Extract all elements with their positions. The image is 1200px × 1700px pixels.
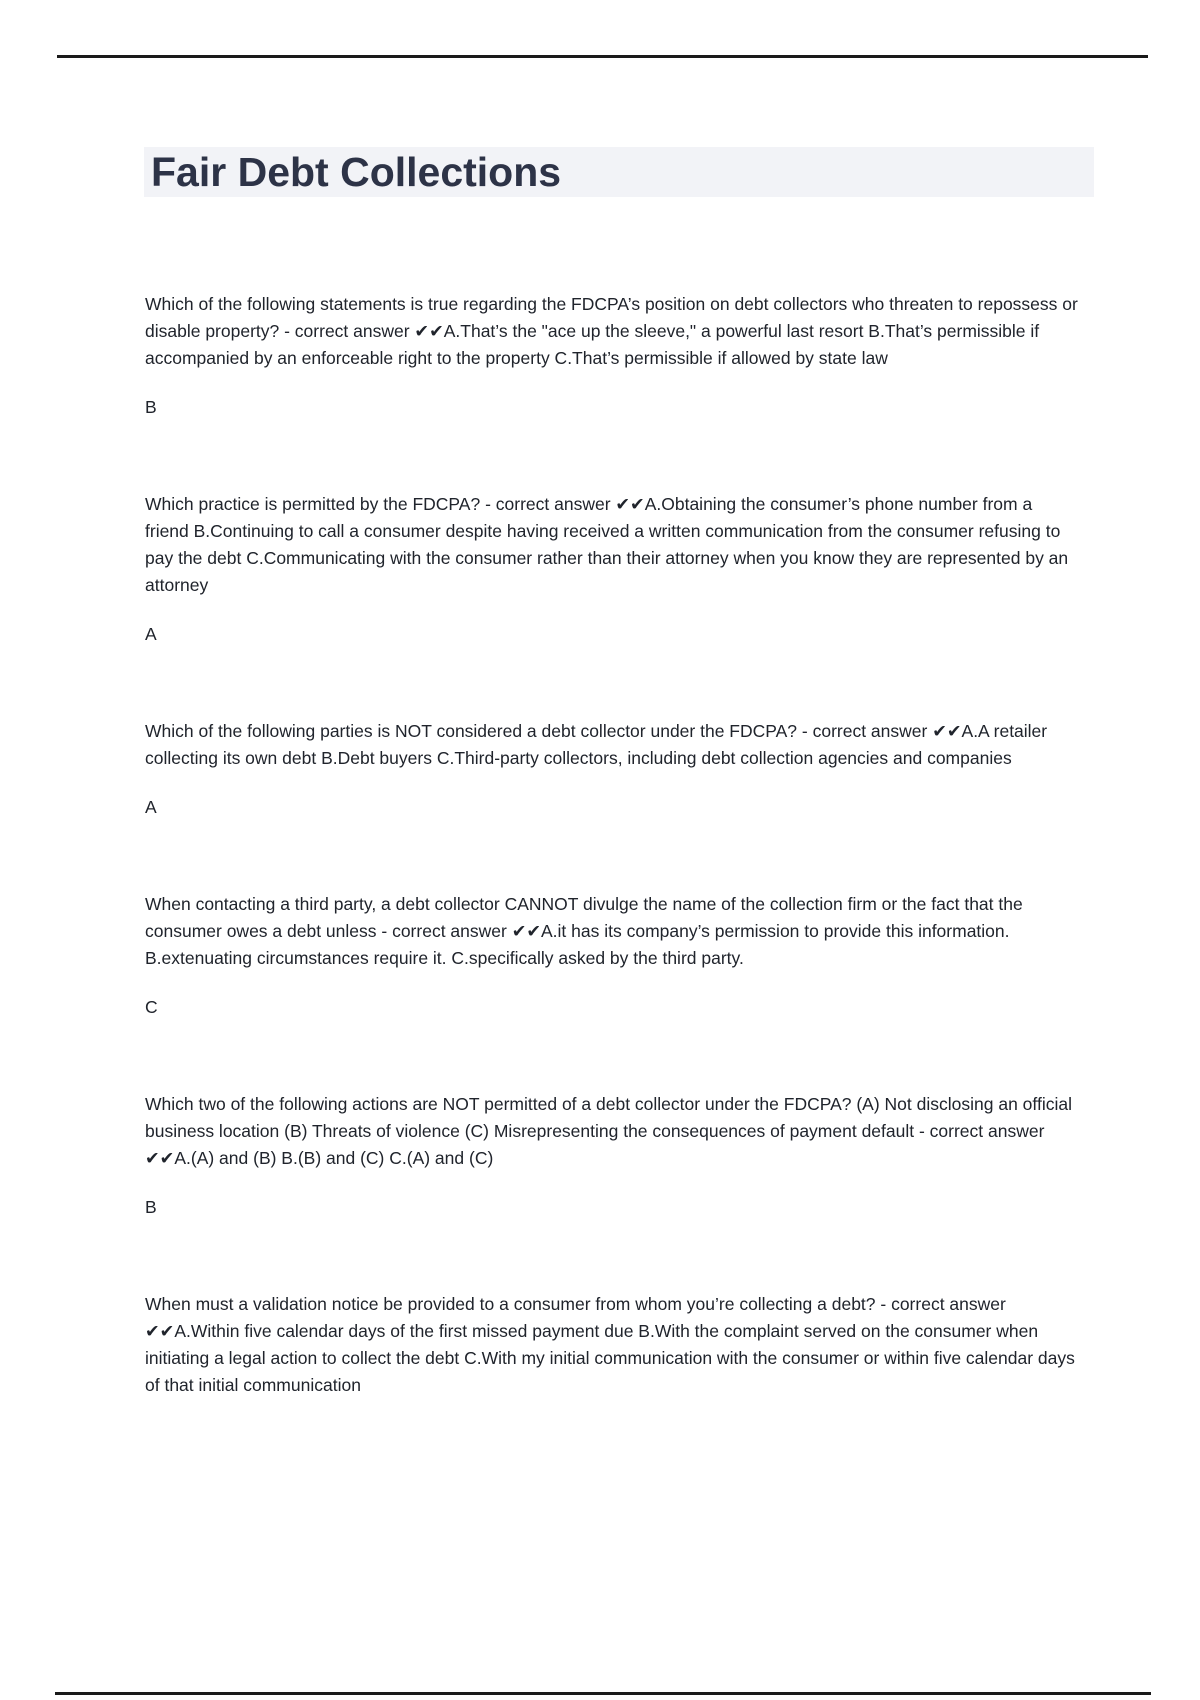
question-text: Which of the following parties is NOT considered a debt collector under the FDCPA? - correct answer ✔✔A.A retailer collecting its own debt B.Debt buyers C.Third-party collectors, including debt collection agencies and companies [145,721,1048,768]
question-text: Which practice is permitted by the FDCPA? - correct answer ✔✔A.Obtaining the consumer’s phone number from a friend B.Continuing to call a consumer despite having received a written communication from the consumer refusing to pay the debt C.Communicating with the consumer rather than their attorney when you know they are represented by an attorney [145,494,1069,595]
qa-item [145,491,1078,648]
answer-text: C [145,997,158,1017]
qa-item [145,1291,1078,1399]
answer-text: A [145,797,157,817]
qa-item [145,1091,1078,1221]
question-text: Which two of the following actions are NOT permitted of a debt collector under the FDCPA? (A) Not disclosing an official business location (B) Threats of violence (C) Misrepresenting the consequences of payment default - correct answer ✔✔A.(A) and (B) B.(B) and (C) C.(A) and (C) [145,1094,1072,1168]
top-horizontal-rule [57,55,1148,58]
title-banner [144,147,1094,197]
qa-list [145,291,1078,1421]
answer-text: B [145,397,157,417]
bottom-horizontal-rule [55,1692,1151,1695]
question-text: Which of the following statements is true regarding the FDCPA’s position on debt collectors who threaten to repossess or disable property? - correct answer ✔✔A.That’s the "ace up the sleeve," a powerful last resort B.That’s permissible if accompanied by an enforceable right to the property C.That’s permissible if allowed by state law [145,294,1078,368]
qa-item [145,291,1078,421]
question-text: When must a validation notice be provided to a consumer from whom you’re collecting a debt? - correct answer ✔✔A.Within five calendar days of the first missed payment due B.With the complaint served on the consumer when initiating a legal action to collect the debt C.With my initial communication with the consumer or within five calendar days of that initial communication [145,1294,1075,1395]
qa-item [145,891,1078,1021]
qa-item [145,718,1078,821]
page-title: Fair Debt Collections [151,149,562,195]
answer-text: B [145,1197,157,1217]
answer-text: A [145,624,157,644]
question-text: When contacting a third party, a debt collector CANNOT divulge the name of the collection firm or the fact that the consumer owes a debt unless - correct answer ✔✔A.it has its company’s permission to provide this information. B.extenuating circumstances require it. C.specifically asked by the third party. [145,894,1023,968]
